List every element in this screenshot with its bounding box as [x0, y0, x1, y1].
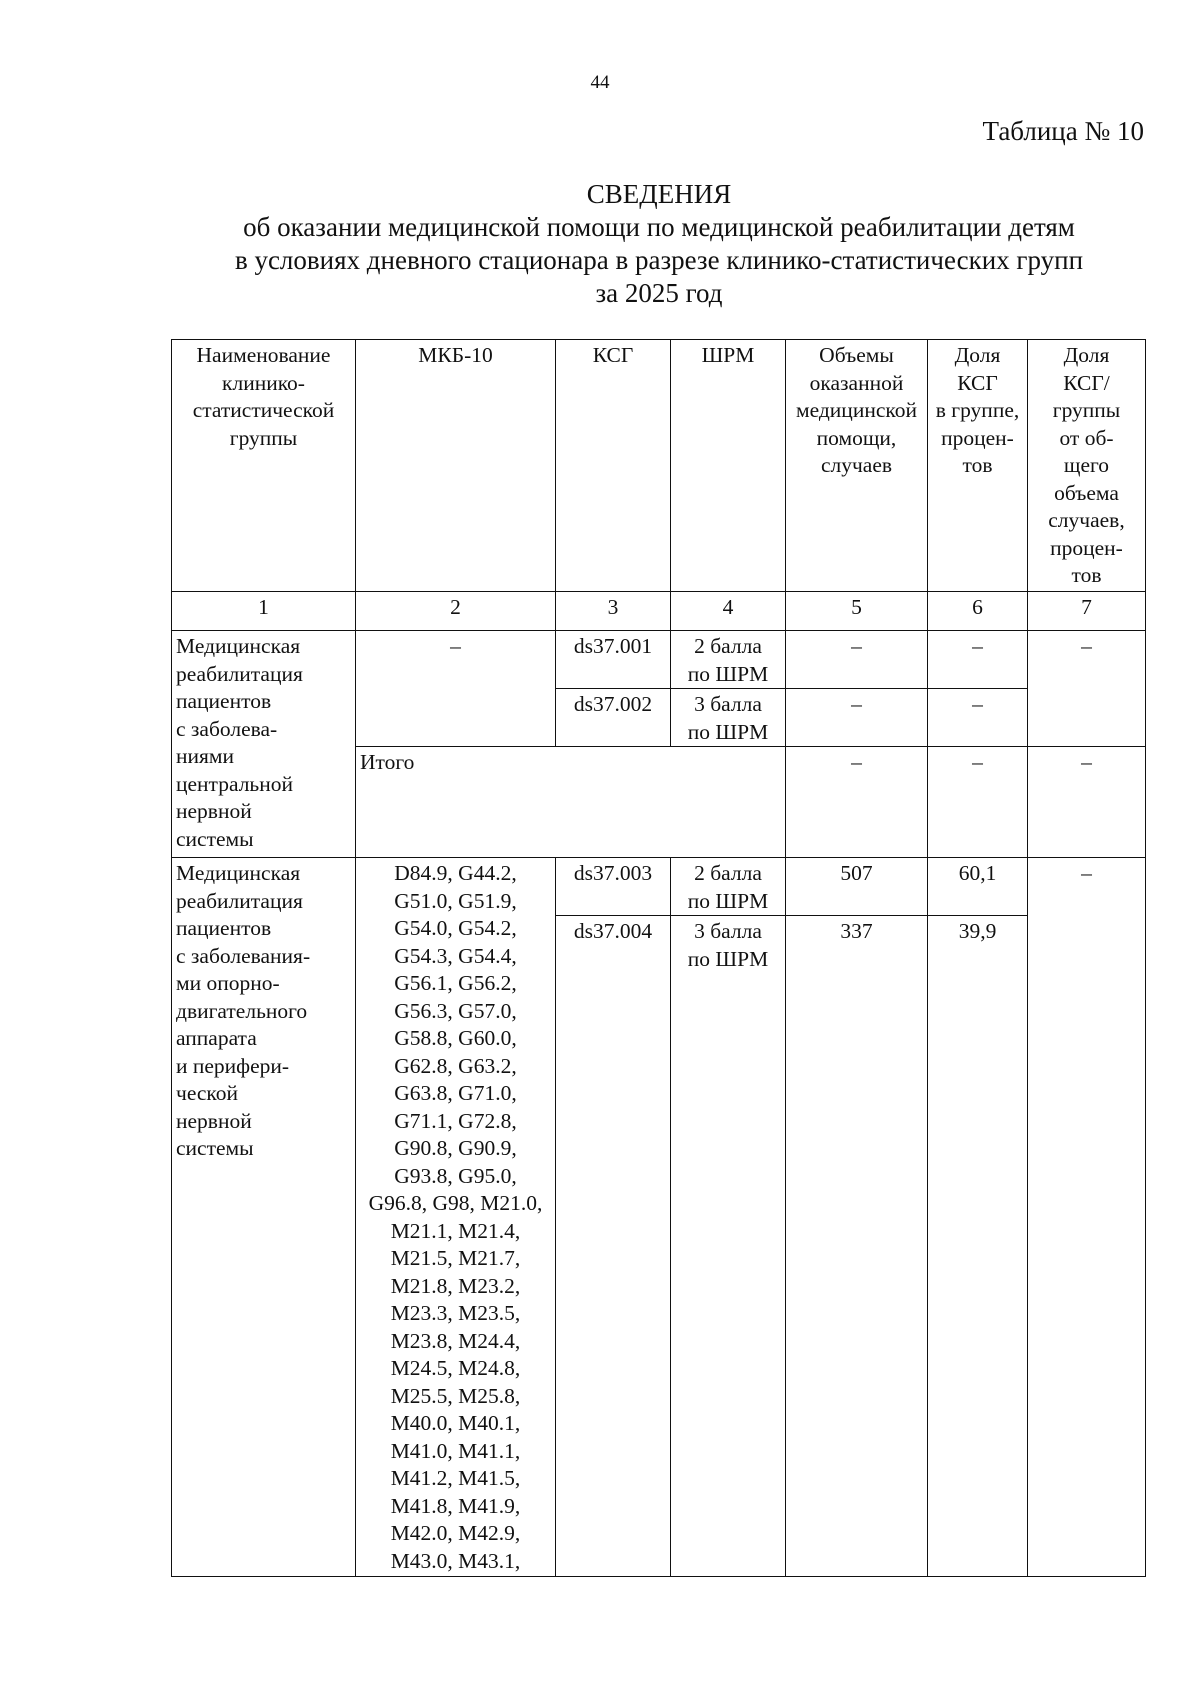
share-cell: –: [928, 747, 1028, 858]
ksg-cell: ds37.004: [556, 916, 671, 1577]
header-cell-group-name: Наименование клинико- статистической группы: [172, 340, 356, 592]
page-number: 44: [590, 72, 610, 93]
column-number: 1: [172, 592, 356, 631]
total-label-cell: Итого: [356, 747, 786, 858]
group-name-cell: Медицинская реабилитация пациентов с заболева- ниями центральной нервной системы: [172, 631, 356, 858]
share-cell: –: [928, 631, 1028, 689]
volume-cell: 337: [786, 916, 928, 1577]
ksg-cell: ds37.002: [556, 689, 671, 747]
share-cell: 39,9: [928, 916, 1028, 1577]
volume-cell: –: [786, 747, 928, 858]
column-number: 4: [671, 592, 786, 631]
group-share-cell: –: [1028, 747, 1146, 858]
heading-subtitle-line: об оказании медицинской помощи по медицинской реабилитации детям: [243, 212, 1075, 242]
header-cell-mkb: МКБ-10: [356, 340, 556, 592]
ksg-cell: ds37.003: [556, 858, 671, 916]
volume-cell: –: [786, 631, 928, 689]
volume-cell: 507: [786, 858, 928, 916]
ksg-cell: ds37.001: [556, 631, 671, 689]
header-cell-share: Доля КСГ в группе, процен- тов: [928, 340, 1028, 592]
data-table: [171, 339, 1146, 1577]
table-label: Таблица № 10: [982, 116, 1144, 146]
group-share-cell: –: [1028, 631, 1146, 747]
mkb-codes-cell: D84.9, G44.2, G51.0, G51.9, G54.0, G54.2, G54.3, G54.4, G56.1, G56.2, G56.3, G57.0, G58.8, G60.0, G62.8, G63.2, G63.8, G71.0, G71.1, G72.8, G90.8, G90.9, G93.8, G95.0, G96.8, G98, M21.0, M21.1, M21.4, M21.5, M21.7, M21.8, M23.2, M23.3, M23.5, M23.8, M24.4, M24.5, M24.8, M25.5, M25.8, M40.0, M40.1, M41.0, M41.1, M41.2, M41.5, M41.8, M41.9, M42.0, M42.9, M43.0, M43.1,: [356, 858, 556, 1577]
shrm-cell: 2 балла по ШРМ: [671, 858, 786, 916]
share-cell: 60,1: [928, 858, 1028, 916]
header-cell-group-share: Доля КСГ/ группы от об- щего объема случаев, процен- тов: [1028, 340, 1146, 592]
column-number: 2: [356, 592, 556, 631]
group-share-cell: –: [1028, 858, 1146, 1577]
table-row: [172, 631, 1146, 689]
heading-subtitle-line: в условиях дневного стационара в разрезе клинико-статистических групп: [234, 245, 1084, 275]
header-cell-volume: Объемы оказанной медицинской помощи, случаев: [786, 340, 928, 592]
heading-title: СВЕДЕНИЯ: [586, 179, 732, 209]
column-number: 5: [786, 592, 928, 631]
column-number-row: [172, 592, 1146, 631]
shrm-cell: 2 балла по ШРМ: [671, 631, 786, 689]
heading-subtitle-line: за 2025 год: [595, 278, 723, 308]
column-number: 7: [1028, 592, 1146, 631]
table-header-row: [172, 340, 1146, 592]
mkb-cell: –: [356, 631, 556, 747]
document-heading: [0, 178, 1200, 310]
share-cell: –: [928, 689, 1028, 747]
header-cell-ksg: КСГ: [556, 340, 671, 592]
group-name-cell: Медицинская реабилитация пациентов с заболевания- ми опорно- двигательного аппарата и перифери- ческой нервной системы: [172, 858, 356, 1577]
shrm-cell: 3 балла по ШРМ: [671, 689, 786, 747]
column-number: 6: [928, 592, 1028, 631]
header-cell-shrm: ШРМ: [671, 340, 786, 592]
column-number: 3: [556, 592, 671, 631]
table-row: [172, 858, 1146, 916]
shrm-cell: 3 балла по ШРМ: [671, 916, 786, 1577]
volume-cell: –: [786, 689, 928, 747]
